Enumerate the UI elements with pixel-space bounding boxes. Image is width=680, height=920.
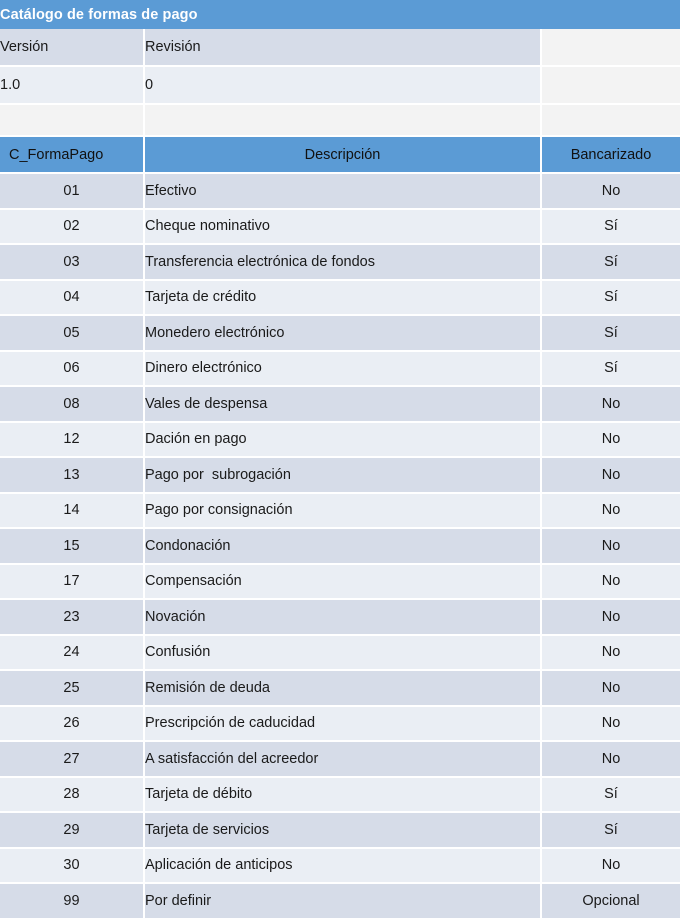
cell-banked: No: [542, 636, 680, 672]
meta-label-revision: Revisión: [145, 29, 542, 67]
cell-banked: Sí: [542, 281, 680, 317]
cell-code: 15: [0, 529, 145, 565]
meta-header-row: [0, 29, 680, 67]
table-row: [0, 352, 680, 388]
cell-description: Tarjeta de débito: [145, 778, 542, 814]
cell-description: Novación: [145, 600, 542, 636]
cell-code: 14: [0, 494, 145, 530]
cell-banked: No: [542, 529, 680, 565]
cell-code: 01: [0, 174, 145, 210]
cell-banked: No: [542, 742, 680, 778]
cell-code: 27: [0, 742, 145, 778]
spacer-row: [0, 105, 680, 137]
table-row: [0, 387, 680, 423]
meta-label-version: Versión: [0, 29, 145, 67]
table-row: [0, 671, 680, 707]
cell-code: 03: [0, 245, 145, 281]
cell-code: 28: [0, 778, 145, 814]
cell-code: 99: [0, 884, 145, 920]
cell-banked: Sí: [542, 210, 680, 246]
cell-description: Pago por subrogación: [145, 458, 542, 494]
spacer-cell-3: [542, 105, 680, 137]
cell-code: 23: [0, 600, 145, 636]
cell-banked: Sí: [542, 316, 680, 352]
cell-description: Tarjeta de servicios: [145, 813, 542, 849]
cell-banked: No: [542, 174, 680, 210]
cell-description: Pago por consignación: [145, 494, 542, 530]
column-header-banked: Bancarizado: [542, 137, 680, 174]
cell-description: Confusión: [145, 636, 542, 672]
table-row: [0, 813, 680, 849]
cell-code: 17: [0, 565, 145, 601]
table-row: [0, 316, 680, 352]
cell-description: Prescripción de caducidad: [145, 707, 542, 743]
cell-description: Transferencia electrónica de fondos: [145, 245, 542, 281]
cell-code: 12: [0, 423, 145, 459]
table-row: [0, 600, 680, 636]
table-row: [0, 174, 680, 210]
cell-code: 05: [0, 316, 145, 352]
cell-description: Aplicación de anticipos: [145, 849, 542, 885]
cell-banked: No: [542, 387, 680, 423]
cell-banked: Sí: [542, 778, 680, 814]
table-row: [0, 742, 680, 778]
meta-value-row: [0, 67, 680, 105]
column-header-row: [0, 137, 680, 174]
cell-code: 26: [0, 707, 145, 743]
table-row: [0, 458, 680, 494]
cell-description: Cheque nominativo: [145, 210, 542, 246]
cell-description: Dación en pago: [145, 423, 542, 459]
table-row: [0, 707, 680, 743]
meta-value-revision: 0: [145, 67, 542, 105]
cell-code: 30: [0, 849, 145, 885]
meta-value-blank: [542, 67, 680, 105]
table-row: [0, 565, 680, 601]
cell-code: 24: [0, 636, 145, 672]
column-header-code: C_FormaPago: [0, 137, 145, 174]
meta-value-version: 1.0: [0, 67, 145, 105]
cell-code: 13: [0, 458, 145, 494]
cell-banked: No: [542, 849, 680, 885]
cell-code: 04: [0, 281, 145, 317]
cell-banked: No: [542, 565, 680, 601]
table-row: [0, 849, 680, 885]
column-header-description: Descripción: [145, 137, 542, 174]
spacer-cell-1: [0, 105, 145, 137]
cell-description: Tarjeta de crédito: [145, 281, 542, 317]
cell-banked: No: [542, 458, 680, 494]
cell-banked: Sí: [542, 813, 680, 849]
cell-banked: No: [542, 671, 680, 707]
table-row: [0, 210, 680, 246]
cell-code: 06: [0, 352, 145, 388]
cell-code: 08: [0, 387, 145, 423]
cell-description: A satisfacción del acreedor: [145, 742, 542, 778]
table-row: [0, 494, 680, 530]
table-row: [0, 245, 680, 281]
table-row: [0, 884, 680, 920]
table-row: [0, 281, 680, 317]
cell-banked: No: [542, 600, 680, 636]
cell-code: 02: [0, 210, 145, 246]
catalog-title: Catálogo de formas de pago: [0, 0, 680, 29]
cell-banked: No: [542, 423, 680, 459]
cell-description: Dinero electrónico: [145, 352, 542, 388]
cell-banked: Sí: [542, 245, 680, 281]
table-row: [0, 529, 680, 565]
cell-description: Por definir: [145, 884, 542, 920]
cell-description: Condonación: [145, 529, 542, 565]
table-row: [0, 423, 680, 459]
table-row: [0, 778, 680, 814]
catalog-rows: [0, 174, 680, 920]
cell-banked: No: [542, 494, 680, 530]
cell-banked: Sí: [542, 352, 680, 388]
table-row: [0, 636, 680, 672]
cell-code: 29: [0, 813, 145, 849]
title-banner-row: [0, 0, 680, 29]
cell-description: Compensación: [145, 565, 542, 601]
cell-code: 25: [0, 671, 145, 707]
cell-banked: No: [542, 707, 680, 743]
cell-description: Vales de despensa: [145, 387, 542, 423]
cell-banked: Opcional: [542, 884, 680, 920]
meta-label-blank: [542, 29, 680, 67]
spacer-cell-2: [145, 105, 542, 137]
cell-description: Remisión de deuda: [145, 671, 542, 707]
cell-description: Monedero electrónico: [145, 316, 542, 352]
cell-description: Efectivo: [145, 174, 542, 210]
